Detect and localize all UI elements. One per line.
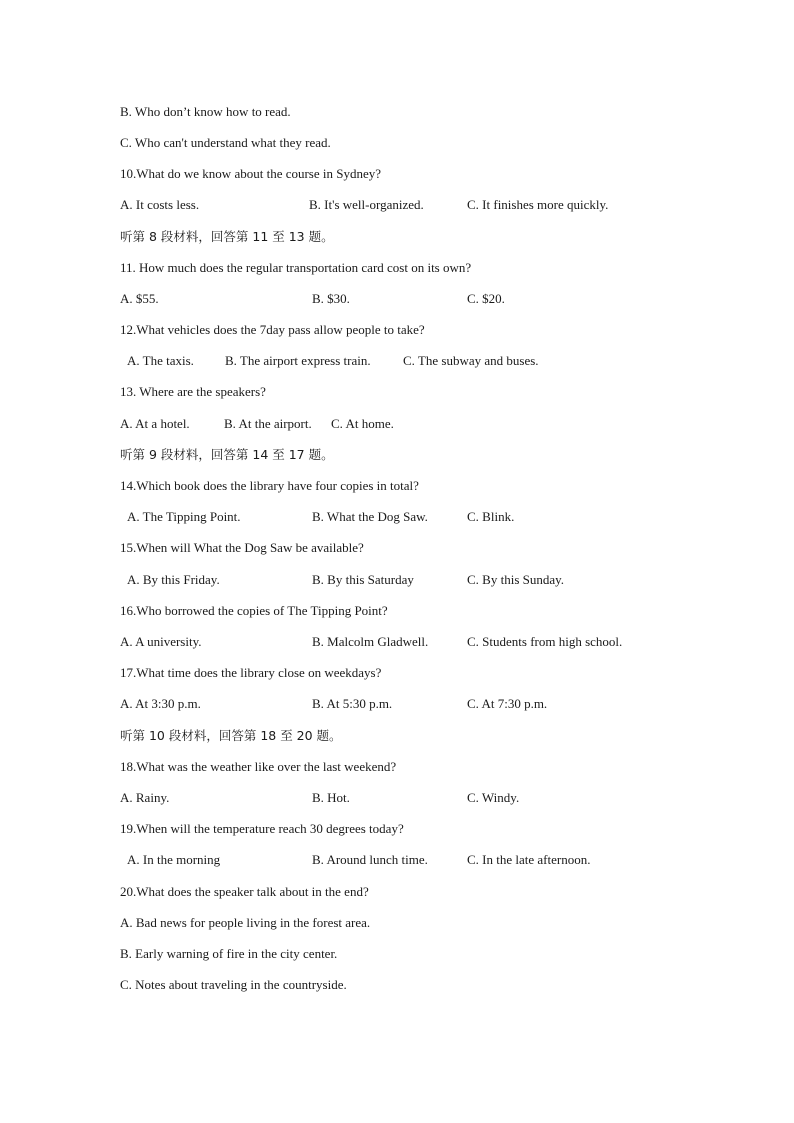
answer-option: B. Early warning of fire in the city center. (120, 946, 338, 961)
option-a: A. At a hotel. (120, 416, 190, 431)
option-c: C. Windy. (467, 790, 520, 805)
answer-option: B. Who don’t know how to read. (120, 104, 291, 119)
option-b: B. What the Dog Saw. (312, 509, 428, 524)
option-b: B. Around lunch time. (312, 852, 428, 867)
answer-option: C. Who can't understand what they read. (120, 135, 331, 150)
option-a: A. $55. (120, 291, 159, 306)
option-a: A. The taxis. (127, 353, 194, 368)
option-c: C. Students from high school. (467, 634, 623, 649)
option-a: A. A university. (120, 634, 202, 649)
question-13: 13. Where are the speakers? (120, 384, 266, 399)
question-14: 14.Which book does the library have four copies in total? (120, 478, 419, 493)
question-20: 20.What does the speaker talk about in the end? (120, 884, 369, 899)
option-a: A. Rainy. (120, 790, 170, 805)
question-18: 18.What was the weather like over the last weekend? (120, 759, 397, 774)
option-a: A. At 3:30 p.m. (120, 696, 201, 711)
option-b: B. The airport express train. (225, 353, 371, 368)
option-c: C. In the late afternoon. (467, 852, 591, 867)
question-17: 17.What time does the library close on weekdays? (120, 665, 382, 680)
option-c: C. By this Sunday. (467, 572, 565, 587)
question-12: 12.What vehicles does the 7day pass allow people to take? (120, 322, 425, 337)
option-c: C. Blink. (467, 509, 515, 524)
option-a: A. It costs less. (120, 197, 200, 212)
section-heading: 听第 9 段材料，回答第 14 至 17 题。 (120, 447, 334, 462)
option-b: B. By this Saturday (312, 572, 414, 587)
option-b: B. Hot. (312, 790, 350, 805)
option-c: C. $20. (467, 291, 505, 306)
option-b: B. Malcolm Gladwell. (312, 634, 429, 649)
option-a: A. In the morning (127, 852, 221, 867)
option-c: C. It finishes more quickly. (467, 197, 609, 212)
section-heading: 听第 10 段材料，回答第 18 至 20 题。 (120, 728, 342, 743)
option-b: B. $30. (312, 291, 350, 306)
option-b: B. At 5:30 p.m. (312, 696, 393, 711)
question-11: 11. How much does the regular transportation card cost on its own? (120, 260, 472, 275)
option-a: A. By this Friday. (127, 572, 220, 587)
question-15: 15.When will What the Dog Saw be available? (120, 540, 364, 555)
section-heading: 听第 8 段材料，回答第 11 至 13 题。 (120, 229, 334, 244)
answer-option: C. Notes about traveling in the countryside. (120, 977, 347, 992)
option-b: B. At the airport. (224, 416, 312, 431)
question-19: 19.When will the temperature reach 30 degrees today? (120, 821, 404, 836)
option-b: B. It's well-organized. (309, 197, 424, 212)
option-a: A. The Tipping Point. (127, 509, 241, 524)
option-c: C. At home. (331, 416, 394, 431)
option-c: C. At 7:30 p.m. (467, 696, 548, 711)
option-c: C. The subway and buses. (403, 353, 539, 368)
question-16: 16.Who borrowed the copies of The Tipping Point? (120, 603, 388, 618)
question-10: 10.What do we know about the course in Sydney? (120, 166, 382, 181)
answer-option: A. Bad news for people living in the forest area. (120, 915, 371, 930)
